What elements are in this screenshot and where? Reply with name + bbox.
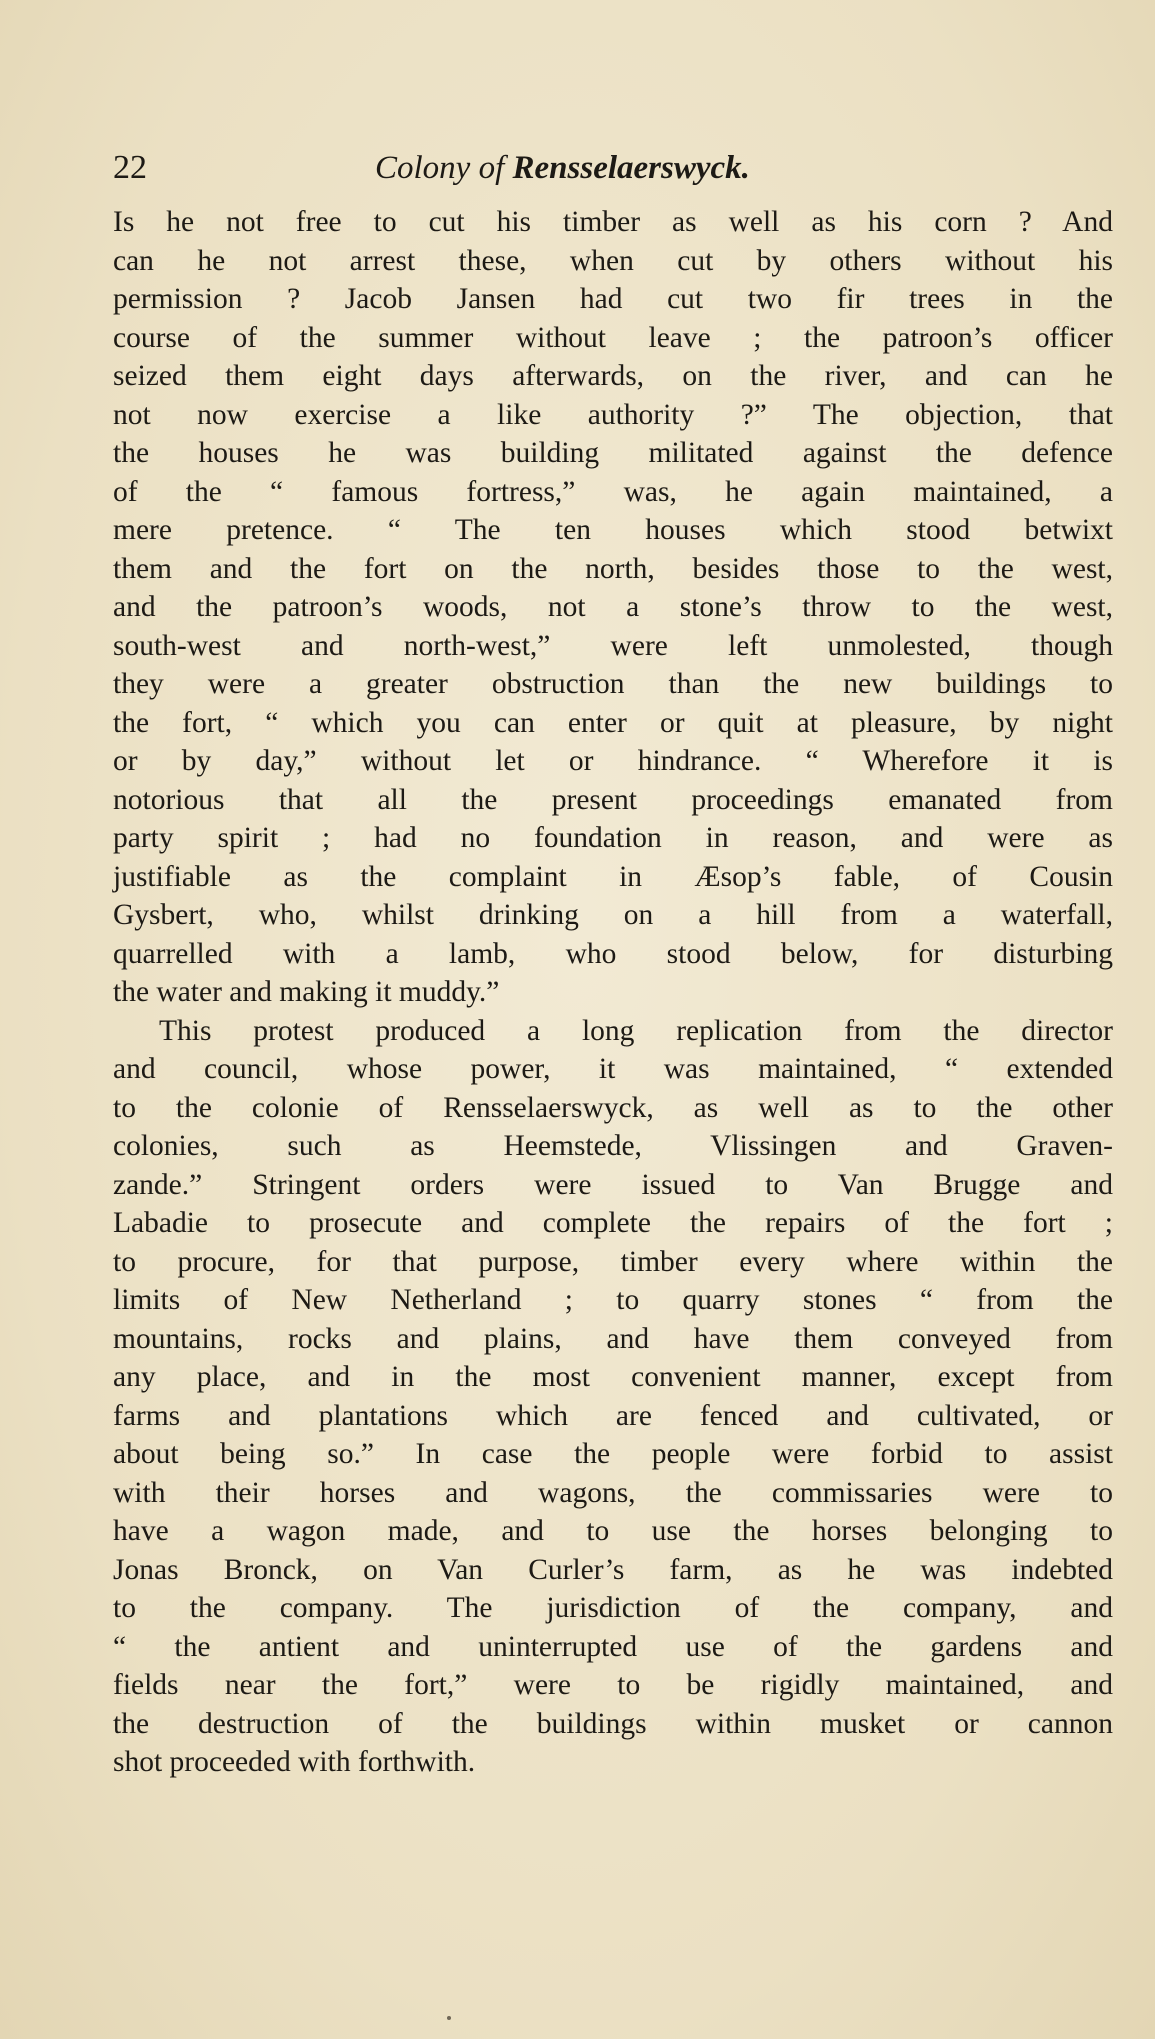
- text-line: any place, and in the most convenient manner, except from: [113, 1361, 1113, 1393]
- text-line: justifiable as the complaint in Æsop’s fable, of Cousin: [113, 860, 1113, 893]
- running-title-prefix: Colony of: [375, 150, 505, 186]
- print-speck: [447, 2016, 451, 2020]
- text-line: the destruction of the buildings within musket or cannon: [113, 1707, 1113, 1740]
- text-line: the houses he was building militated against the defence: [113, 437, 1113, 469]
- text-line: notorious that all the present proceedings emanated from: [113, 783, 1113, 816]
- text-line: to the company. The jurisdiction of the company, and: [113, 1592, 1113, 1624]
- text-line: “ the antient and uninterrupted use of the gardens and: [113, 1630, 1113, 1663]
- text-line: permission ? Jacob Jansen had cut two fir trees in the: [113, 283, 1113, 315]
- running-title: [375, 146, 750, 190]
- text-line: Gysbert, who, whilst drinking on a hill from a waterfall,: [113, 899, 1113, 931]
- text-line: and the patroon’s woods, not a stone’s throw to the west,: [113, 591, 1113, 623]
- text-line: seized them eight days afterwards, on the river, and can he: [113, 360, 1113, 392]
- text-line: not now exercise a like authority ?” The objection, that: [113, 398, 1113, 431]
- text-line: colonies, such as Heemstede, Vlissingen and Graven-: [113, 1130, 1113, 1162]
- text-line: to procure, for that purpose, timber every where within the: [113, 1245, 1113, 1278]
- text-line: quarrelled with a lamb, who stood below, for disturbing: [113, 937, 1113, 970]
- text-line: them and the fort on the north, besides those to the west,: [113, 552, 1113, 585]
- text-line: farms and plantations which are fenced and cultivated, or: [113, 1399, 1113, 1432]
- text-line: Is he not free to cut his timber as well as his corn ? And: [113, 206, 1113, 238]
- text-line: the fort, “ which you can enter or quit at pleasure, by night: [113, 706, 1113, 739]
- text-line: about being so.” In case the people were forbid to assist: [113, 1438, 1113, 1470]
- text-line: mountains, rocks and plains, and have them conveyed from: [113, 1322, 1113, 1355]
- body-text: [113, 203, 1113, 1782]
- text-line: mere pretence. “ The ten houses which stood betwixt: [113, 514, 1113, 546]
- text-line: course of the summer without leave ; the patroon’s officer: [113, 321, 1113, 354]
- text-line: of the “ famous fortress,” was, he again maintained, a: [113, 475, 1113, 508]
- page-number: 22: [113, 149, 147, 186]
- text-line: they were a greater obstruction than the new buildings to: [113, 668, 1113, 700]
- text-line: have a wagon made, and to use the horses belonging to: [113, 1515, 1113, 1547]
- text-line: or by day,” without let or hindrance. “ Wherefore it is: [113, 745, 1113, 777]
- text-line: shot proceeded with forthwith.: [113, 1746, 476, 1778]
- text-line: fields near the fort,” were to be rigidly maintained, and: [113, 1669, 1113, 1701]
- text-line: can he not arrest these, when cut by others without his: [113, 244, 1113, 277]
- text-line: zande.” Stringent orders were issued to Van Brugge and: [113, 1168, 1113, 1201]
- text-line: and council, whose power, it was maintained, “ extended: [113, 1053, 1113, 1085]
- text-line: to the colonie of Rensselaerswyck, as well as to the other: [113, 1091, 1113, 1124]
- running-title-name: Rensselaerswyck.: [512, 150, 750, 186]
- text-line: Jonas Bronck, on Van Curler’s farm, as he was indebted: [113, 1553, 1113, 1586]
- text-line: This protest produced a long replication from the director: [159, 1014, 1113, 1047]
- text-line: Labadie to prosecute and complete the repairs of the fort ;: [113, 1207, 1113, 1239]
- page-header: [113, 146, 1113, 190]
- text-line: south-west and north-west,” were left unmolested, though: [113, 629, 1113, 662]
- text-line: with their horses and wagons, the commissaries were to: [113, 1476, 1113, 1509]
- text-line: limits of New Netherland ; to quarry stones “ from the: [113, 1284, 1113, 1316]
- text-line: the water and making it muddy.”: [113, 976, 500, 1008]
- text-line: party spirit ; had no foundation in reason, and were as: [113, 822, 1113, 854]
